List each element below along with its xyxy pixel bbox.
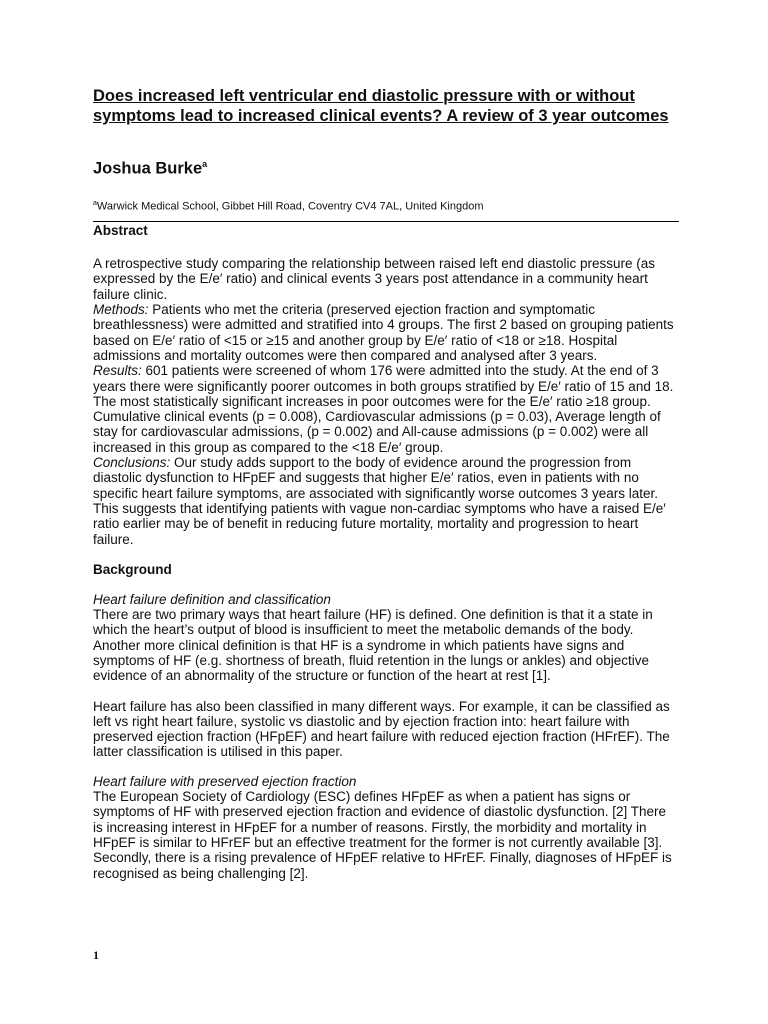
conclusions-text: Our study adds support to the body of evidence around the progression from diastolic dysfunction to HFpEF and suggests that higher E/e′ ratios, even in patients with no specific heart failure symptoms, are associated with significantly worse outcomes 3 years later. This suggests that identifying patients with vague non-cardiac symptoms who have a raised E/e′ ratio earlier may be of benefit in reducing future mortality, mortality and progression to heart failure. bbox=[93, 455, 666, 547]
author-affiliation-marker: a bbox=[202, 159, 208, 169]
background-paragraph-2: Heart failure has also been classified in many different ways. For example, it can be classified as left vs right heart failure, systolic vs diastolic and by ejection fraction into: heart failure with preserved ejection fraction (HFpEF) and heart failure with reduced ejection fraction (HFrEF). The latter classification is utilised in this paper. bbox=[93, 698, 670, 760]
abstract-heading: Abstract bbox=[93, 223, 148, 239]
author-name: Joshua Burke bbox=[93, 159, 203, 178]
abstract-conclusions bbox=[93, 455, 679, 547]
results-text: 601 patients were screened of whom 176 were admitted into the study. At the end of 3 years there were significantly poorer outcomes in both groups stratified by E/e′ ratio of 15 and 18. The most statistically significant increases in poor outcomes were for the E/e′ ratio ≥18 group. Cumulative clinical events (p = 0.008), Cardiovascular admissions (p = 0.03), Average length of stay for cardiovascular admissions, (p = 0.002) and All-cause admissions (p = 0.002) were all increased in this group as compared to the <18 E/e′ group. bbox=[93, 363, 674, 455]
abstract-methods bbox=[93, 302, 679, 363]
affiliation-text: Warwick Medical School, Gibbet Hill Road, Coventry CV4 7AL, United Kingdom bbox=[96, 200, 484, 213]
abstract-intro: A retrospective study comparing the relationship between raised left end diastolic pressure (as expressed by the E/e′ ratio) and clinical events 3 years post attendance in a community heart failure clinic. bbox=[93, 256, 656, 302]
paper-title: Does increased left ventricular end diastolic pressure with or without symptoms lead to increased clinical events? A review of 3 year outcomes bbox=[93, 87, 669, 125]
results-label: Results: bbox=[93, 363, 142, 379]
background-heading: Background bbox=[93, 561, 172, 577]
paper-page bbox=[93, 86, 679, 881]
background-paragraph-3: The European Society of Cardiology (ESC) defines HFpEF as when a patient has signs or symptoms of HF with preserved ejection fraction and evidence of diastolic dysfunction. [2] There is increasing interest in HFpEF for a number of reasons. Firstly, the morbidity and mortality in HFpEF is similar to HFrEF but an effective treatment for the former is not currently available [3]. Secondly, there is a rising prevalence of HFpEF relative to HFrEF. Finally, diagnoses of HFpEF is recognised as being challenging [2]. bbox=[93, 789, 672, 881]
affiliation-marker: a bbox=[93, 199, 97, 207]
subheading-hfpef: Heart failure with preserved ejection fraction bbox=[93, 773, 357, 789]
methods-text: Patients who met the criteria (preserved ejection fraction and symptomatic breathlessness) were admitted and stratified into 4 groups. The first 2 based on grouping patients based on E/e′ ratio of <15 or ≥15 and another group by E/e′ ratio of <18 or ≥18. Hospital admissions and mortality outcomes were then compared and analysed after 3 years. bbox=[93, 302, 674, 363]
page-number: 1 bbox=[93, 948, 99, 962]
abstract-divider bbox=[93, 221, 679, 222]
abstract-body bbox=[93, 256, 679, 547]
conclusions-label: Conclusions: bbox=[93, 455, 171, 471]
subheading-hf-definition: Heart failure definition and classification bbox=[93, 591, 331, 607]
abstract-results bbox=[93, 363, 679, 455]
affiliation bbox=[93, 197, 679, 214]
author-line bbox=[93, 154, 679, 179]
methods-label: Methods: bbox=[93, 302, 149, 318]
background-paragraph-1: There are two primary ways that heart failure (HF) is defined. One definition is that it a state in which the heart’s output of blood is insufficient to meet the metabolic demands of the body. Another more clinical definition is that HF is a syndrome in which patients have signs and symptoms of HF (e.g. shortness of breath, fluid retention in the lungs or ankles) and objective evidence of an abnormality of the structure or function of the heart at rest [1]. bbox=[93, 607, 653, 684]
